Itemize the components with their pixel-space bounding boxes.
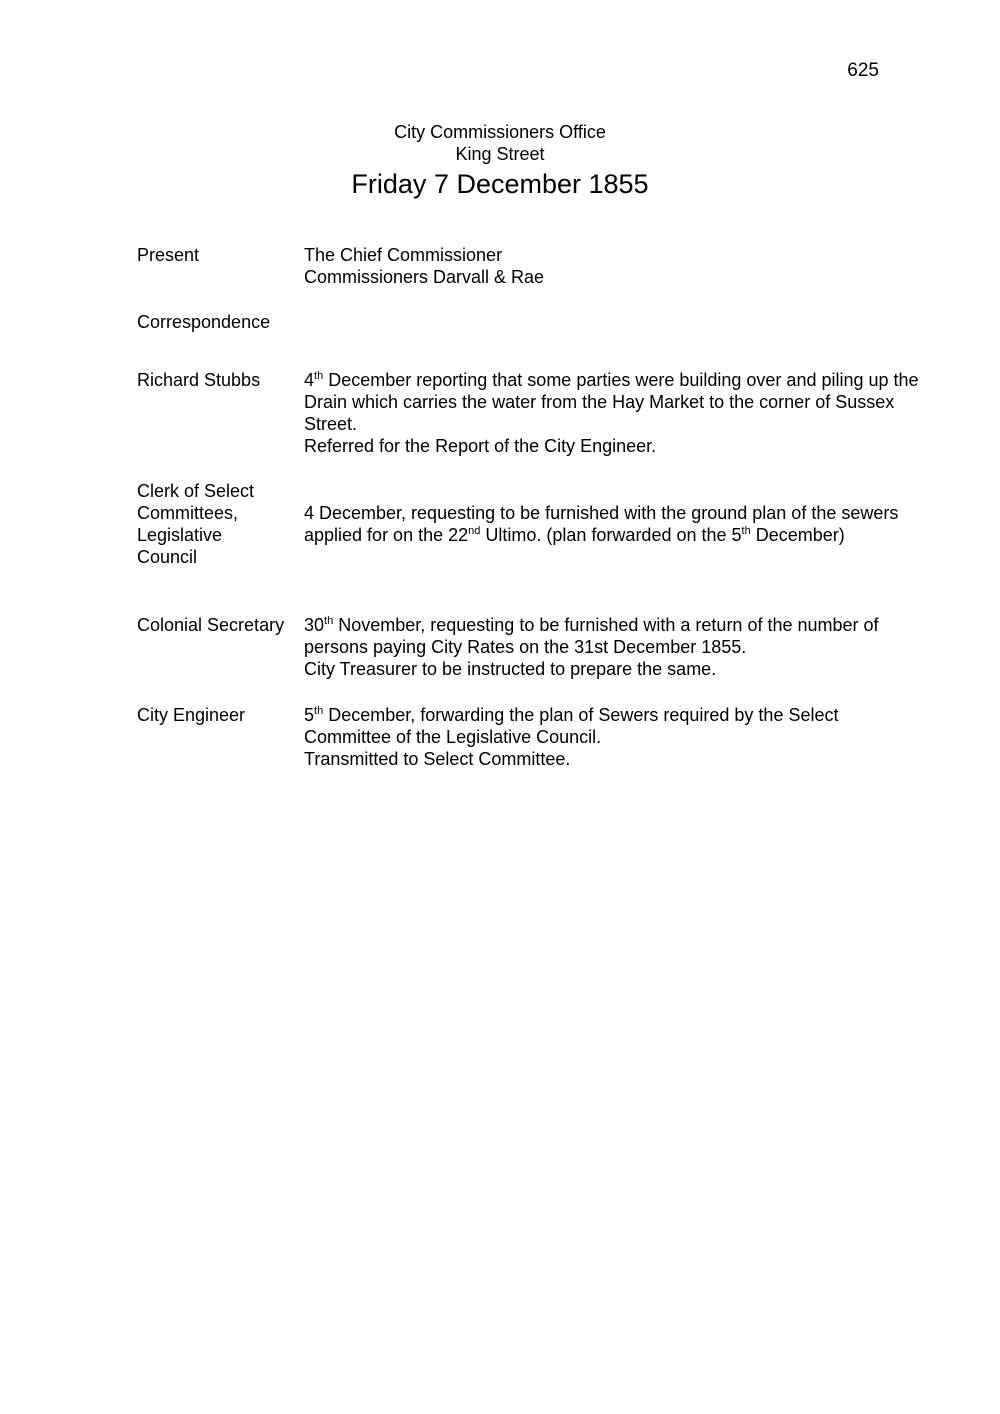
meeting-date: Friday 7 December 1855 (351, 169, 649, 199)
entry-sender: Richard Stubbs (137, 370, 261, 390)
entry-resolution: Referred for the Report of the City Engineer. (304, 436, 657, 456)
present-list (304, 244, 924, 288)
entry-body (304, 704, 924, 770)
entry-text: 30th November, requesting to be furnished with a return of the number of persons paying City Rates on the 31st December 1855. (304, 615, 879, 657)
entry-body (304, 502, 924, 546)
entry-body (304, 369, 924, 457)
entry-sender: City Engineer (137, 705, 246, 725)
entry-body (304, 614, 924, 680)
present-member: Commissioners Darvall & Rae (304, 267, 545, 287)
entry-text: 4 December, requesting to be furnished with the ground plan of the sewers applied for on the 22nd Ultimo. (plan forwarded on the 5th December) (304, 503, 899, 545)
entry-sender: Clerk of Select Committees, Legislative Council (137, 481, 255, 567)
entry-resolution: City Treasurer to be instructed to prepare the same. (304, 659, 717, 679)
present-member: The Chief Commissioner (304, 245, 503, 265)
entry-text: 4th December reporting that some parties were building over and piling up the Drain which carries the water from the Hay Market to the corner of Sussex Street. (304, 370, 919, 434)
street-name: King Street (455, 144, 545, 164)
office-name: City Commissioners Office (394, 122, 606, 142)
present-label: Present (137, 245, 200, 265)
entry-sender: Colonial Secretary (137, 615, 285, 635)
page-number: 625 (847, 60, 879, 81)
entry-resolution: Transmitted to Select Committee. (304, 749, 571, 769)
entry-text: 5th December, forwarding the plan of Sewers required by the Select Committee of the Legislative Council. (304, 705, 839, 747)
minutes-header (0, 121, 1000, 201)
correspondence-label: Correspondence (137, 312, 271, 332)
